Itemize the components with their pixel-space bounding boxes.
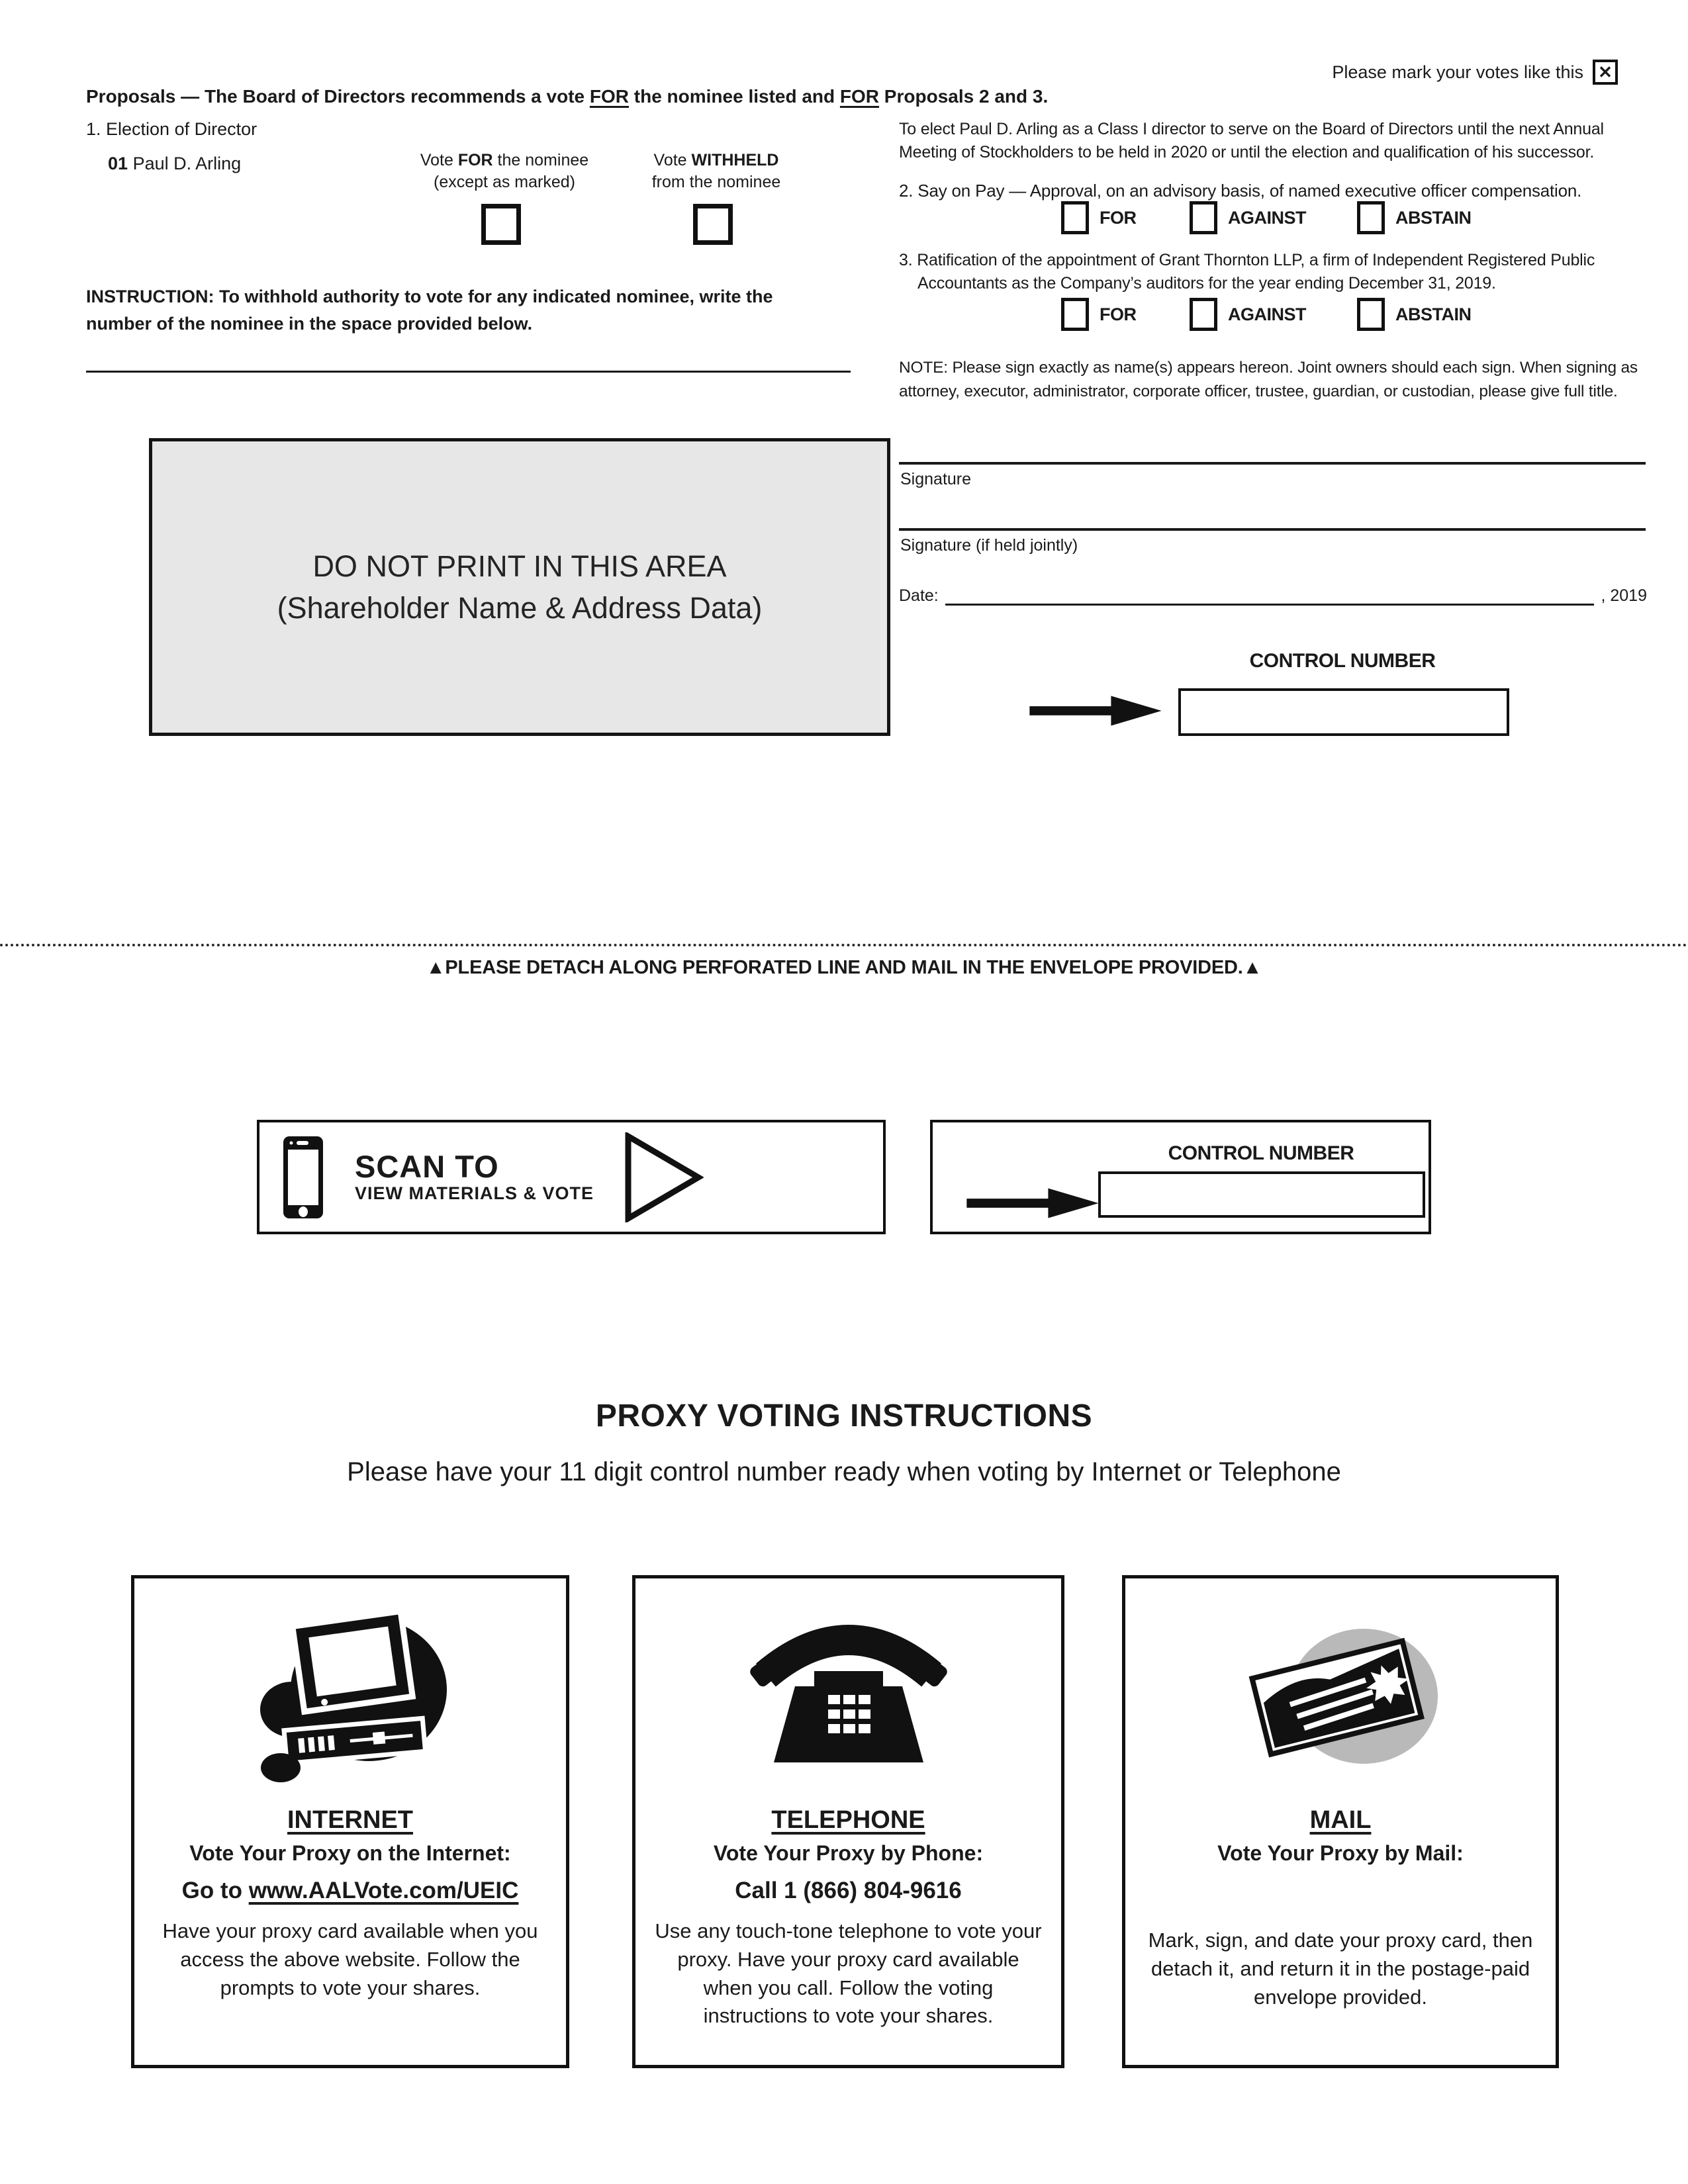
do-not-print-line2: (Shareholder Name & Address Data) — [277, 591, 763, 625]
telephone-action: Call 1 (866) 804-9616 — [735, 1878, 962, 1903]
vote-withheld-line2: from the nominee — [651, 173, 781, 191]
mail-title: MAIL — [1309, 1806, 1372, 1834]
vote-for-pre: Vote — [420, 151, 458, 169]
withhold-instruction: INSTRUCTION: To withhold authority to vote for any indicated nominee, write the number of the nominee in the space provided below. — [86, 287, 773, 334]
control-number-lower-label: CONTROL NUMBER — [1168, 1142, 1354, 1164]
vote-withheld-pre: Vote — [653, 151, 692, 169]
internet-title: INTERNET — [287, 1806, 413, 1834]
telephone-heading: Vote Your Proxy by Phone: — [713, 1841, 984, 1865]
mark-votes-text: Please mark your votes like this — [1332, 62, 1583, 82]
proposals-header-for1: FOR — [589, 86, 629, 107]
proposals-header-part3: Proposals 2 and 3. — [879, 86, 1049, 107]
control-number-label: CONTROL NUMBER — [1249, 650, 1436, 672]
detach-instruction — [0, 957, 1688, 979]
vote-for-emph: FOR — [457, 151, 493, 169]
mark-votes-hint — [1332, 60, 1618, 85]
proposal3-option-against — [1190, 298, 1306, 331]
nominee-name: Paul D. Arling — [132, 154, 242, 173]
proposal2-against-label: AGAINST — [1228, 207, 1306, 228]
proposals-header-for2: FOR — [839, 86, 880, 107]
detach-text-body: PLEASE DETACH ALONG PERFORATED LINE AND MAIL IN THE ENVELOPE PROVIDED. — [445, 957, 1243, 978]
vote-withheld-emph: WITHHELD — [691, 151, 779, 169]
mail-method-box — [1122, 1575, 1559, 2068]
scan-to-vote-box — [257, 1120, 886, 1234]
proposal2-for-checkbox[interactable] — [1061, 201, 1089, 234]
proposal2-text: 2. Say on Pay — Approval, on an advisory basis, of named executive officer compensation. — [899, 181, 1582, 201]
proposal2-for-label: FOR — [1100, 207, 1137, 228]
detach-arrow-left-icon: ▲ — [426, 957, 445, 978]
control-number-lower-field — [1098, 1171, 1425, 1218]
proposals-header-part2: the nominee listed and — [628, 86, 840, 107]
proposal3-for-checkbox[interactable] — [1061, 298, 1089, 331]
proxy-voting-title: PROXY VOTING INSTRUCTIONS — [595, 1398, 1093, 1433]
scan-triangle-icon — [624, 1132, 704, 1222]
vote-for-checkbox[interactable] — [481, 204, 521, 245]
control-number-arrow-icon — [1023, 694, 1168, 728]
date-year-suffix: , 2019 — [1601, 586, 1647, 605]
vote-withheld-label — [617, 150, 816, 193]
proposal1-description: To elect Paul D. Arling as a Class I director to serve on the Board of Directors until the next Annual Meeting of Stockholders to be held in 2020 or until the election and qualification of his successor. — [899, 120, 1604, 161]
vote-for-line2: (except as marked) — [434, 173, 575, 191]
vote-url-link[interactable]: www.AALVote.com/UEIC — [248, 1878, 519, 1903]
proposals-header-part1: Proposals — The Board of Directors recommends a vote — [86, 86, 590, 107]
computer-icon — [251, 1597, 449, 1802]
proposal3-abstain-checkbox[interactable] — [1357, 298, 1385, 331]
vote-withheld-line1 — [617, 150, 816, 171]
proposals-header — [86, 86, 1048, 107]
signing-note: NOTE: Please sign exactly as name(s) appears hereon. Joint owners should each sign. When signing as attorney, executor, administrator, corporate officer, trustee, guardian, or custodian, please give full title. — [899, 359, 1638, 400]
proposal2-option-for — [1061, 201, 1137, 234]
mail-body: Mark, sign, and date your proxy card, then detach it, and return it in the postage-paid envelope provided. — [1148, 1929, 1533, 2009]
go-to-prefix: Go to — [181, 1878, 249, 1903]
proposal3-for-label: FOR — [1100, 304, 1137, 324]
perforation-line — [0, 944, 1688, 946]
internet-method-box — [131, 1575, 569, 2068]
proposal3-option-abstain — [1357, 298, 1472, 331]
mail-heading: Vote Your Proxy by Mail: — [1217, 1841, 1464, 1865]
vote-for-post: the nominee — [492, 151, 589, 169]
proposal2-abstain-label: ABSTAIN — [1395, 207, 1472, 228]
do-not-print-line1: DO NOT PRINT IN THIS AREA — [312, 549, 727, 583]
election-of-director-title: 1. Election of Director — [86, 119, 258, 139]
internet-heading: Vote Your Proxy on the Internet: — [189, 1841, 511, 1865]
mark-example-checkbox — [1593, 60, 1618, 85]
proxy-voting-subtitle: Please have your 11 digit control number ready when voting by Internet or Telephone — [347, 1457, 1341, 1486]
vote-for-label — [405, 150, 604, 193]
vote-for-line1 — [405, 150, 604, 171]
telephone-body: Use any touch-tone telephone to vote your proxy. Have your proxy card available when you call. Follow the voting instructions to vote your shares. — [655, 1919, 1042, 2028]
mail-icon — [1235, 1597, 1446, 1802]
signature-joint-label: Signature (if held jointly) — [900, 536, 1078, 555]
scan-line2: VIEW MATERIALS & VOTE — [355, 1183, 594, 1203]
signature-label: Signature — [900, 470, 972, 488]
date-line[interactable] — [945, 585, 1595, 606]
internet-body: Have your proxy card available when you access the above website. Follow the prompts to vote your shares. — [162, 1919, 538, 1999]
telephone-icon — [746, 1597, 951, 1802]
nominee-row — [108, 154, 241, 174]
signature-joint-line[interactable] — [899, 528, 1646, 531]
proposal3-option-for — [1061, 298, 1137, 331]
control-number-field — [1178, 688, 1509, 736]
proposal3-abstain-label: ABSTAIN — [1395, 304, 1472, 324]
proposal2-option-against — [1190, 201, 1306, 234]
control-number-lower-box — [930, 1120, 1431, 1234]
do-not-print-area — [149, 438, 890, 736]
nominee-writein-line[interactable] — [86, 371, 851, 373]
control-number-lower-arrow-icon — [958, 1186, 1107, 1220]
internet-action — [182, 1878, 519, 1904]
proposal2-abstain-checkbox[interactable] — [1357, 201, 1385, 234]
detach-arrow-right-icon: ▲ — [1243, 957, 1262, 978]
date-label: Date: — [899, 586, 939, 605]
telephone-title: TELEPHONE — [771, 1806, 925, 1834]
vote-withheld-checkbox[interactable] — [693, 204, 733, 245]
proposal2-against-checkbox[interactable] — [1190, 201, 1217, 234]
date-row — [899, 585, 1647, 606]
smartphone-icon — [282, 1135, 324, 1220]
x-mark-glyph: ✕ — [1598, 62, 1613, 82]
proposal2-option-abstain — [1357, 201, 1472, 234]
proposal3-against-checkbox[interactable] — [1190, 298, 1217, 331]
proposal3-text: 3. Ratification of the appointment of Grant Thornton LLP, a firm of Independent Registered Public Accountants as the Company’s auditors for the year ending December 31, 2019. — [899, 251, 1595, 293]
scan-text — [355, 1150, 594, 1203]
scan-line1: SCAN TO — [355, 1149, 499, 1185]
proposal3-against-label: AGAINST — [1228, 304, 1306, 324]
nominee-number: 01 — [108, 154, 128, 173]
signature-line[interactable] — [899, 462, 1646, 465]
telephone-method-box — [632, 1575, 1064, 2068]
